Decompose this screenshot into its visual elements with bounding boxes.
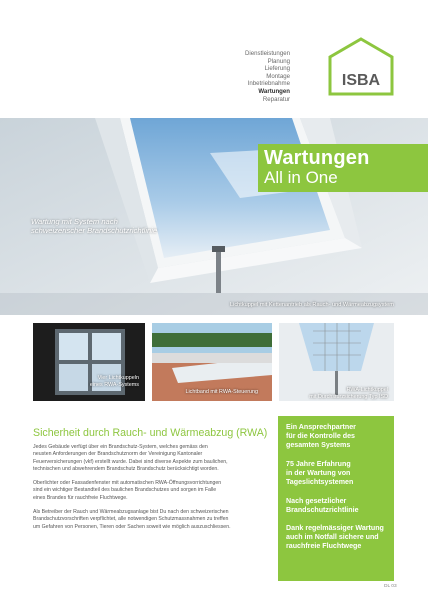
nav-item-reparatur[interactable]: Reparatur [262, 95, 290, 103]
paragraph-3-line-1: Als Betreiber der Rauch und Wärmeabzugsanlage bist Du nach den schweizerischen [33, 509, 229, 515]
highlight-3-line-2: Brandschutzrichtlinie [286, 506, 359, 515]
service-nav [245, 50, 290, 103]
highlight-4-line-3: rauchfreie Fluchtwege [286, 542, 362, 551]
paragraph-2-line-1: Oberlichter oder Fassadenfenster mit automatischen RWA-Öffnungsvorrichtungen [33, 480, 222, 486]
thumbnail-caption-3 [309, 387, 388, 400]
paragraph-1-line-3: Feuerversicherungen (vkf) erstellt wurde. Dabei sind diverse Aspekte zum baulichen, [33, 458, 228, 465]
paragraph-3-line-2: Brandschutzvorschriften verpflichtet, alle notwendigen Schutzmassnahmen zu treffen [33, 516, 229, 523]
hero-tagline [31, 217, 157, 235]
paragraph-2-line-2: sind ein wichtiger Bestandteil des baulichen Brandschutzes und sorgen im Falle [33, 487, 217, 494]
thumbnail-caption-1-line-1: Vier Lichtkuppeln [97, 375, 139, 381]
isba-logo [326, 36, 396, 106]
article-title: Sicherheit durch Rauch- und Wärmeabzug (RWA) [33, 427, 268, 439]
article-paragraph-1 [33, 444, 263, 473]
logo-text: ISBA [341, 72, 381, 89]
hero-caption: Lichtkuppel mit Kettenantrieb als Rauch- und Wärmeabzugsystem [230, 302, 394, 308]
highlight-2-line-3: Tageslichtsystemen [286, 478, 354, 487]
nav-item-wartungen[interactable]: Wartungen [258, 87, 290, 95]
nav-item-dienstleistungen[interactable]: Dienstleistungen [244, 50, 290, 57]
page-number: DL 03 [384, 584, 397, 589]
article-paragraph-2 [33, 480, 263, 502]
highlight-4-line-1: Dank regelmässiger Wartung [286, 524, 384, 532]
highlight-experience [286, 460, 390, 488]
nav-item-inbetriebnahme[interactable]: Inbetriebnahme [247, 80, 290, 88]
paragraph-2-line-3: eines Brandes für rauchfreie Fluchtwege. [33, 494, 128, 501]
thumbnail-caption-3-line-1: RWA-Lichtkuppel [346, 387, 388, 393]
thumbnail-dome-guard [279, 323, 394, 401]
highlight-regulation [286, 497, 390, 515]
thumbnail-caption-2: Lichtband mit RWA-Steuerung [185, 389, 258, 395]
thumbnail-caption-3-line-2: mit Durchsturzsicherung Typ ISD [309, 393, 388, 400]
hero-tagline-line-2: schweizerischer Brandschutzrichtlinie [31, 226, 158, 235]
nav-item-montage[interactable]: Montage [266, 72, 290, 80]
highlight-4-line-2: auch im Notfall sichere und [286, 533, 379, 542]
paragraph-3-line-3: um Gefahren von Personen, Tieren oder Sachen soweit wie möglich auszuschliessen. [33, 523, 231, 530]
nav-item-planung[interactable]: Planung [267, 57, 290, 65]
highlight-1-line-3: gesamten Systems [286, 441, 351, 450]
highlight-contact [286, 423, 390, 451]
highlight-2-line-1: 75 Jahre Erfahrung [286, 460, 351, 468]
highlight-2-line-2: in der Wartung von [286, 469, 351, 478]
four-domes-illustration [33, 323, 145, 401]
hero-subtitle: All in One [264, 168, 338, 187]
hero-tagline-line-1: Wartung mit System nach [31, 217, 118, 226]
thumbnail-four-domes [33, 323, 145, 401]
hero-title: Wartungen [264, 147, 370, 169]
thumbnail-caption-1-line-2: eines RWA-Systems [89, 381, 139, 388]
nav-item-lieferung[interactable]: Lieferung [264, 65, 290, 73]
highlight-1-line-1: Ein Ansprechpartner [286, 423, 356, 431]
paragraph-1-line-4: technischen und abwehrendem Brandschutz Brandschutz berücksichtigt worden. [33, 465, 219, 472]
thumbnail-caption-1 [90, 375, 139, 388]
article-paragraph-3 [33, 509, 263, 531]
highlight-1-line-2: für die Kontrolle des [286, 432, 355, 441]
paragraph-1-line-2: neusten Anforderungen der Brandschutznorm der Vereinigung Kantonaler [33, 451, 203, 458]
highlight-3-line-1: Nach gesetzlicher [286, 497, 347, 505]
paragraph-1-line-1: Jedes Gebäude verfügt über ein Brandschutz-System, welches gemäss den [33, 444, 208, 450]
thumbnail-roof-band [152, 323, 272, 401]
highlight-maintenance [286, 524, 390, 552]
